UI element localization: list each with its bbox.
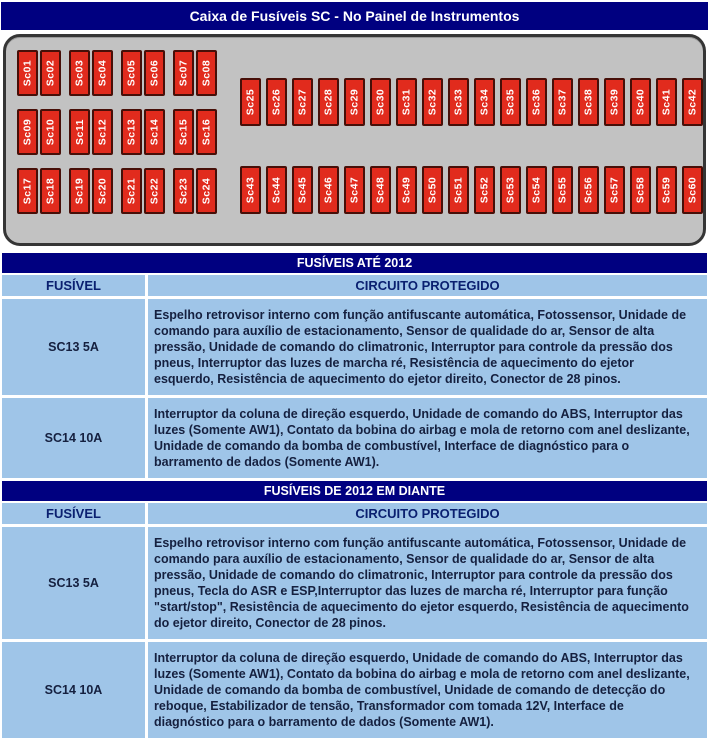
fuse-label: Sc05 — [125, 59, 138, 87]
fusebox-left-block — [17, 50, 217, 227]
fuse-label: Sc48 — [374, 176, 387, 204]
table-fuses-from-2012 — [2, 481, 707, 738]
fuse-id-cell: SC13 5A — [2, 527, 145, 639]
fuse-label: Sc22 — [148, 177, 161, 205]
fuse-label: Sc09 — [21, 118, 34, 146]
fuse-sc42 — [682, 78, 703, 126]
fuse-label: Sc43 — [244, 176, 257, 204]
fuse-sc25 — [240, 78, 261, 126]
fuse-row-left-3 — [17, 168, 217, 214]
fuse-row-right-2 — [240, 166, 703, 214]
fuse-sc03 — [69, 50, 90, 96]
fuse-label: Sc07 — [177, 59, 190, 87]
fuse-label: Sc59 — [660, 176, 673, 204]
fuse-sc33 — [448, 78, 469, 126]
fuse-sc06 — [144, 50, 165, 96]
fuse-label: Sc23 — [177, 177, 190, 205]
fuse-sc31 — [396, 78, 417, 126]
fuse-sc44 — [266, 166, 287, 214]
fuse-sc48 — [370, 166, 391, 214]
fuse-sc58 — [630, 166, 651, 214]
fuse-sc21 — [121, 168, 142, 214]
page-title-bar — [1, 2, 708, 30]
fuse-sc01 — [17, 50, 38, 96]
fuse-sc28 — [318, 78, 339, 126]
fuse-label: Sc26 — [270, 88, 283, 116]
fuse-sc05 — [121, 50, 142, 96]
fuse-sc49 — [396, 166, 417, 214]
fuse-sc40 — [630, 78, 651, 126]
fuse-sc53 — [500, 166, 521, 214]
fuse-label: Sc16 — [200, 118, 213, 146]
column-header-fuse: FUSÍVEL — [2, 275, 145, 296]
fuse-sc08 — [196, 50, 217, 96]
fuse-label: Sc10 — [44, 118, 57, 146]
fuse-label: Sc39 — [608, 88, 621, 116]
fuse-sc32 — [422, 78, 443, 126]
fuse-label: Sc21 — [125, 177, 138, 205]
fuse-label: Sc12 — [96, 118, 109, 146]
fuse-label: Sc01 — [21, 59, 34, 87]
fuse-sc20 — [92, 168, 113, 214]
fuse-label: Sc20 — [96, 177, 109, 205]
fuse-label: Sc14 — [148, 118, 161, 146]
fuse-label: Sc55 — [556, 176, 569, 204]
fuse-sc11 — [69, 109, 90, 155]
circuit-cell: Espelho retrovisor interno com função antifuscante automática, Fotossensor, Unidade de comando para auxílio de estacionamento, Sensor de qualidade do ar, Sensor de alta pressão, Unidade de comando do climatronic, Interruptor para controle da pressão dos pneus, Interruptor das luzes de marcha ré, Resistência de aquecimento do ejetor esquerdo, Resistência de aquecimento do ejetor direito, Conector de 28 pinos. — [148, 299, 707, 395]
fuse-sc45 — [292, 166, 313, 214]
fuse-label: Sc13 — [125, 118, 138, 146]
fuse-label: Sc41 — [660, 88, 673, 116]
fuse-label: Sc19 — [73, 177, 86, 205]
column-header-circuit: CIRCUITO PROTEGIDO — [148, 275, 707, 296]
fuse-sc24 — [196, 168, 217, 214]
fuse-sc35 — [500, 78, 521, 126]
fuse-label: Sc27 — [296, 88, 309, 116]
fuse-sc46 — [318, 166, 339, 214]
fuse-sc02 — [40, 50, 61, 96]
circuit-cell: Espelho retrovisor interno com função antifuscante automática, Fotossensor, Unidade de comando para auxílio de estacionamento, Sensor de qualidade do ar, Sensor de alta pressão, Unidade de comando do climatronic, Interruptor para controle da pressão dos pneus, Tecla do ASR e ESP,Interruptor das luzes de marcha ré, Interruptor para função "start/stop", Resistência de aquecimento do ejetor esquerdo, Resistência de aquecimento do ejetor direito, Conector de 28 pinos. — [148, 527, 707, 639]
fuse-label: Sc03 — [73, 59, 86, 87]
fuse-label: Sc45 — [296, 176, 309, 204]
fuse-sc56 — [578, 166, 599, 214]
fuse-sc10 — [40, 109, 61, 155]
fuse-label: Sc57 — [608, 176, 621, 204]
table-title: FUSÍVEIS ATÉ 2012 — [2, 253, 707, 273]
fuse-label: Sc53 — [504, 176, 517, 204]
fuse-sc15 — [173, 109, 194, 155]
fuse-sc19 — [69, 168, 90, 214]
fuse-label: Sc08 — [200, 59, 213, 87]
fuse-id-cell: SC13 5A — [2, 299, 145, 395]
fuse-sc13 — [121, 109, 142, 155]
page-title: Caixa de Fusíveis SC - No Painel de Instrumentos — [189, 8, 520, 24]
fusebox-panel — [3, 34, 706, 246]
fuse-sc30 — [370, 78, 391, 126]
fuse-sc29 — [344, 78, 365, 126]
fuse-sc16 — [196, 109, 217, 155]
fuse-label: Sc36 — [530, 88, 543, 116]
fuse-sc26 — [266, 78, 287, 126]
fuse-label: Sc51 — [452, 176, 465, 204]
fuse-label: Sc35 — [504, 88, 517, 116]
fuse-label: Sc49 — [400, 176, 413, 204]
fuse-label: Sc11 — [73, 119, 86, 145]
fuse-label: Sc30 — [374, 88, 387, 116]
fuse-sc22 — [144, 168, 165, 214]
fuse-label: Sc50 — [426, 176, 439, 204]
fuse-label: Sc60 — [686, 176, 699, 204]
circuit-cell: Interruptor da coluna de direção esquerdo, Unidade de comando do ABS, Interruptor das luzes (Somente AW1), Contato da bobina do airbag e mola de retorno com anel deslizante, Unidade de comando da bomba de combustível, Interface de diagnóstico para o barramento de dados (Somente AW1). — [148, 398, 707, 478]
fuse-row-right-1 — [240, 78, 703, 126]
fuse-sc52 — [474, 166, 495, 214]
fuse-label: Sc25 — [244, 88, 257, 116]
fuse-row-left-2 — [17, 109, 217, 155]
fuse-label: Sc34 — [478, 88, 491, 116]
fuse-sc23 — [173, 168, 194, 214]
fuse-sc47 — [344, 166, 365, 214]
column-header-fuse: FUSÍVEL — [2, 503, 145, 524]
fuse-id-cell: SC14 10A — [2, 642, 145, 738]
fuse-label: Sc06 — [148, 59, 161, 87]
fuse-id-cell: SC14 10A — [2, 398, 145, 478]
column-header-circuit: CIRCUITO PROTEGIDO — [148, 503, 707, 524]
table-grid — [2, 503, 707, 738]
fuse-label: Sc46 — [322, 176, 335, 204]
fuse-sc55 — [552, 166, 573, 214]
fuse-sc37 — [552, 78, 573, 126]
fuse-label: Sc15 — [177, 118, 190, 146]
fuse-sc59 — [656, 166, 677, 214]
fuse-sc43 — [240, 166, 261, 214]
table-fuses-until-2012 — [2, 253, 707, 478]
fuse-label: Sc02 — [44, 59, 57, 87]
fuse-sc51 — [448, 166, 469, 214]
fuse-label: Sc18 — [44, 177, 57, 205]
fuse-sc12 — [92, 109, 113, 155]
fuse-label: Sc04 — [96, 59, 109, 87]
fuse-row-left-1 — [17, 50, 217, 96]
fuse-sc54 — [526, 166, 547, 214]
fuse-label: Sc52 — [478, 176, 491, 204]
fuse-label: Sc56 — [582, 176, 595, 204]
fuse-sc50 — [422, 166, 443, 214]
fuse-label: Sc44 — [270, 176, 283, 204]
fuse-label: Sc31 — [400, 88, 413, 116]
fuse-sc36 — [526, 78, 547, 126]
fuse-label: Sc54 — [530, 176, 543, 204]
fuse-label: Sc38 — [582, 88, 595, 116]
fuse-sc14 — [144, 109, 165, 155]
fuse-label: Sc32 — [426, 88, 439, 116]
fuse-label: Sc47 — [348, 176, 361, 204]
fuse-sc38 — [578, 78, 599, 126]
fuse-label: Sc29 — [348, 88, 361, 116]
table-grid — [2, 275, 707, 478]
fuse-sc07 — [173, 50, 194, 96]
fuse-sc18 — [40, 168, 61, 214]
fuse-sc39 — [604, 78, 625, 126]
fuse-sc57 — [604, 166, 625, 214]
fuse-sc27 — [292, 78, 313, 126]
table-title: FUSÍVEIS DE 2012 EM DIANTE — [2, 481, 707, 501]
fuse-sc04 — [92, 50, 113, 96]
fuse-label: Sc24 — [200, 177, 213, 205]
fuse-label: Sc40 — [634, 88, 647, 116]
fuse-sc17 — [17, 168, 38, 214]
fuse-label: Sc17 — [21, 177, 34, 205]
fuse-label: Sc37 — [556, 88, 569, 116]
fuse-sc41 — [656, 78, 677, 126]
fuse-sc60 — [682, 166, 703, 214]
fuse-label: Sc58 — [634, 176, 647, 204]
fuse-sc34 — [474, 78, 495, 126]
fuse-sc09 — [17, 109, 38, 155]
fuse-label: Sc42 — [686, 88, 699, 116]
fuse-label: Sc28 — [322, 88, 335, 116]
fuse-label: Sc33 — [452, 88, 465, 116]
circuit-cell: Interruptor da coluna de direção esquerdo, Unidade de comando do ABS, Interruptor das luzes (Somente AW1), Contato da bobina do airbag e mola de retorno com anel deslizante, Unidade de comando da bomba de combustível, Unidade de comando de detecção do reboque, Estabilizador de tensão, Transformador com tomada 12V, Interface de diagnóstico para o barramento de dados (Somente AW1). — [148, 642, 707, 738]
